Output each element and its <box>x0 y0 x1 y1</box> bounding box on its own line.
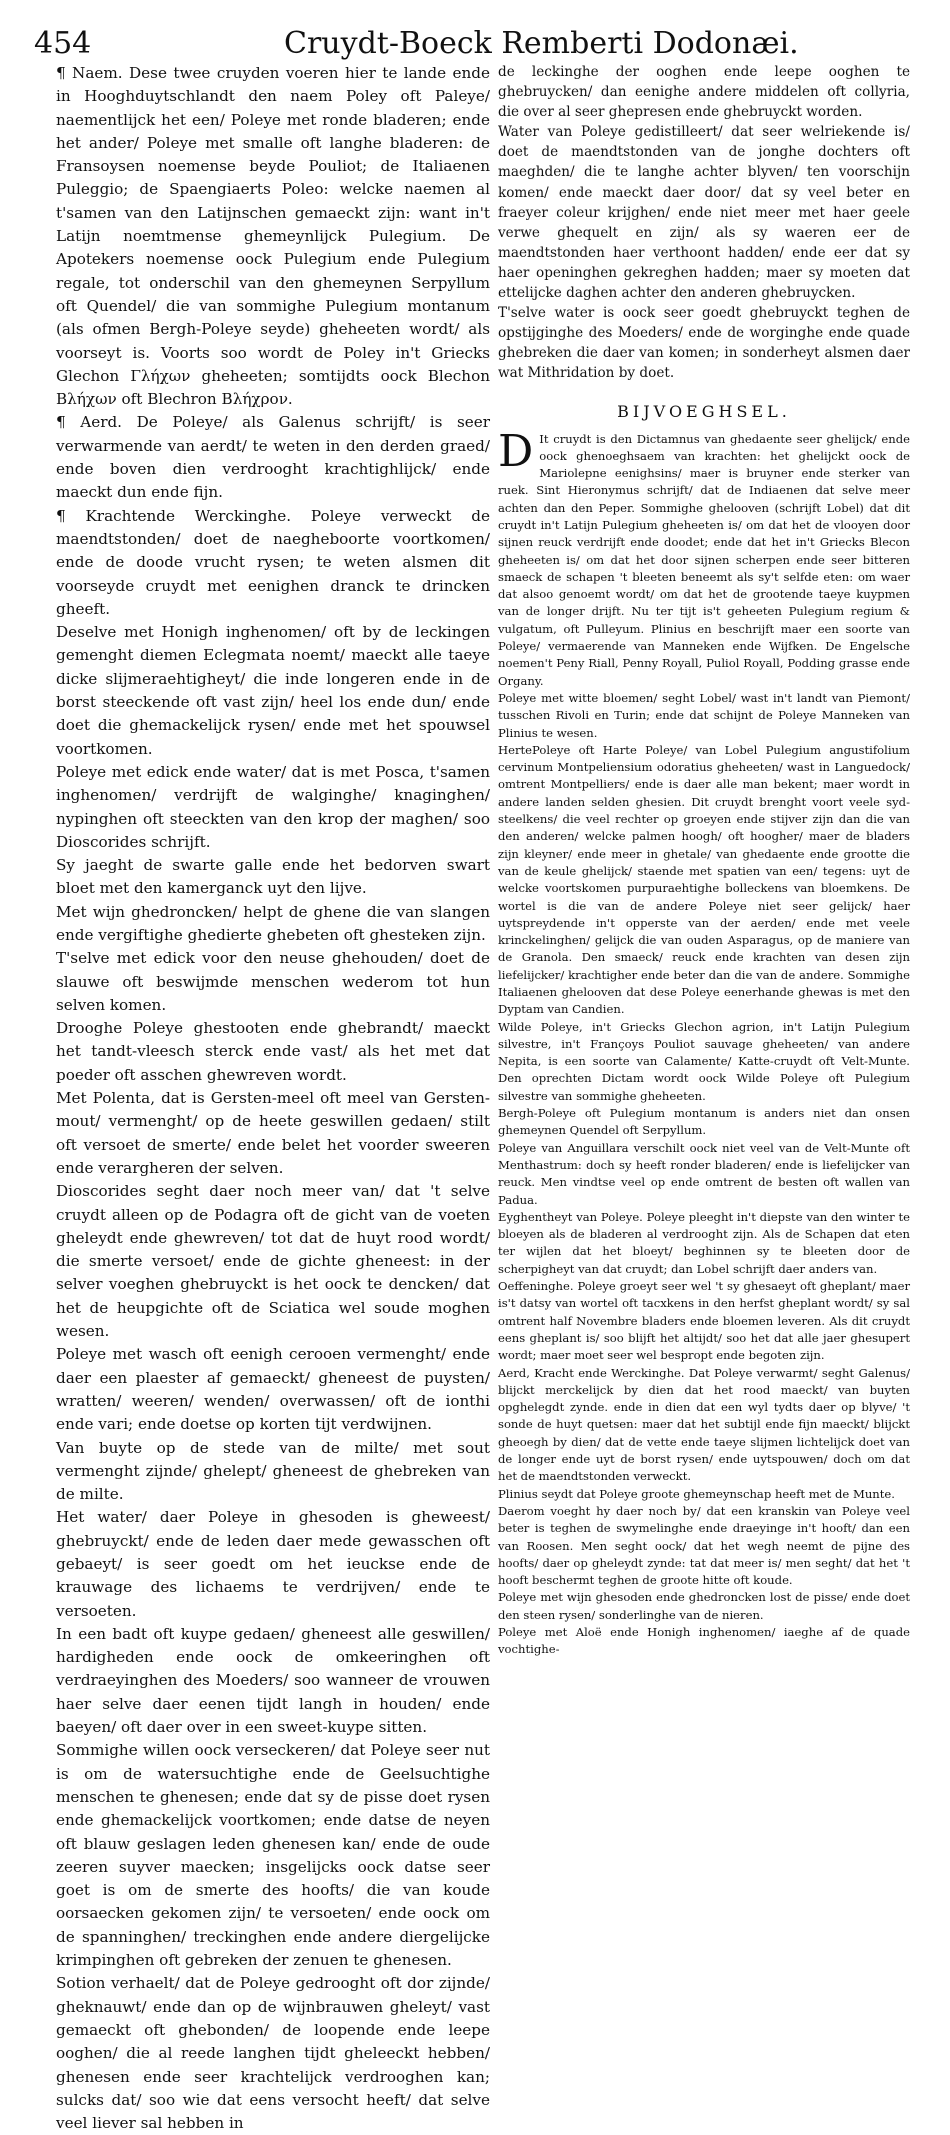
paragraph: Het water/ daer Poleye in ghesoden is gheweest/ ghebruyckt/ ende de leden daer mede gewasschen oft gebaeyt/ is seer goedt om het ieuckse ende de krauwage des lichaems te verdrijven/ ende te versoeten. <box>56 1508 490 1620</box>
running-title: Cruydt-Boeck Remberti Dodonæi. <box>284 26 799 61</box>
addendum-paragraph: Poleye van Anguillara verschilt oock niet veel van de Velt-Munte oft Menthastrum: doch sy heeft ronder bladeren/ ende is liefelijcker van reuck. Men vindtse veel op ende omtrent de besten oft wallen van Padua. <box>498 1140 910 1207</box>
addendum-paragraph: Poleye met Aloë ende Honigh inghenomen/ iaeghe af de quade vochtighe- <box>498 1624 910 1657</box>
section-heading: BIJVOEGHSEL. <box>617 401 791 421</box>
paragraph-aerd: ¶ Aerd. De Poleye/ als Galenus schrijft/ is seer verwarmende van aerdt/ te weten in den derden graed/ ende boven dien verdrooght krachtighlijck/ ende maeckt dun ende fijn. <box>56 413 490 502</box>
paragraph: Dioscorides seght daer noch meer van/ dat 't selve cruydt alleen op de Podagra oft de gicht van de voeten gheleydt ende ghewreven/ tot dat de huyt rood wordt/ die smerte versoet/ ende de gichte gheneest: in der selver voeghen ghebruyckt is het oock te dencken/ dat het de heupgichte oft de Sciatica wel soude moghen wesen. <box>56 1182 490 1341</box>
paragraph: Met Polenta, dat is Gersten-meel oft meel van Gersten-mout/ vermenght/ op de heete geswillen gedaen/ stilt oft versoet de smerte/ ende belet het voorder sweeren ende verargheren der selven. <box>56 1089 490 1177</box>
paragraph: Sy jaeght de swarte galle ende het bedorven swart bloet met den kamerganck uyt den lijve. <box>56 856 490 898</box>
left-column <box>56 62 490 2133</box>
right-column <box>498 62 910 1657</box>
paragraph: Sotion verhaelt/ dat de Poleye gedrooght oft dor zijnde/ gheknauwt/ ende dan op de wijnbrauwen gheleyt/ vast gemaeckt oft ghebonden/ de loopende ende leepe ooghen/ die al reede langhen tijdt gheleeckt hebben/ ghenesen ende seer krachtelijck verdrooghen kan; sulcks dat/ soo wie dat eens versocht heeft/ dat selve veel liever sal hebben in <box>56 1974 490 2133</box>
paragraph: Met wijn ghedroncken/ helpt de ghene die van slangen ende vergiftighe ghedierte ghebeten oft ghesteken zijn. <box>56 902 490 944</box>
addendum-paragraph: Daerom voeght hy daer noch by/ dat een kranskin van Poleye veel beter is teghen de swymelinghe ende draeyinge in't hooft/ dan een van Roosen. Men seght oock/ dat het wegh neemt de pijne des hoofts/ daer op gheleydt zynde: tat dat meer is/ men seght/ dat het 't hooft beschermt teghen de groote hitte oft koude. <box>498 1503 910 1588</box>
paragraph: In een badt oft kuype gedaen/ gheneest alle geswillen/ hardigheden ende oock de omkeeringhen oft verdraeyinghen des Moeders/ soo wanneer de vrouwen haer selve daer eenen tijdt langh in houden/ ende baeyen/ oft daer over in een sweet-kuype sitten. <box>56 1624 490 1737</box>
addendum-paragraph: Oeffeninghe. Poleye groeyt seer wel 't sy ghesaeyt oft gheplant/ maer is't datsy van wortel oft tacxkens in den herfst gheplant wordt/ sy sal omtrent half Novembre bladers ende bloemen leveren. Als dit cruydt eens gheplant is/ soo blijft het altijdt/ soo het dat alle jaer ghesupert wordt; maer moet seer wel bespropt ende begoten zijn. <box>498 1279 910 1363</box>
paragraph: Van buyte op de stede van de milte/ met sout vermenght zijnde/ ghelept/ gheneest de ghebreken van de milte. <box>56 1438 490 1504</box>
paragraph: T'selve met edick voor den neuse ghehouden/ doet de slauwe oft beswijmde menschen wederom tot hun selven komen. <box>56 949 490 1014</box>
addendum-paragraph <box>498 425 910 690</box>
dropcap-letter: D <box>498 425 534 477</box>
paragraph: Deselve met Honigh inghenomen/ oft by de leckingen gemenght diemen Eclegmata noemt/ maeckt alle taeye dicke slijmeraehtigheyt/ die inde longeren ende in de borst steeckende oft vast zijn/ heel los ende dun/ ende doet die ghemackelijck rysen/ ende met het spouwsel voortkomen. <box>56 623 490 758</box>
paragraph: de leckinghe der ooghen ende leepe ooghen te ghebruycken/ dan eenighe andere middelen oft collyria, die over al seer ghepresen ende ghebruyckt worden. <box>498 64 910 121</box>
addendum-paragraph: Wilde Poleye, in't Griecks Glechon agrion, in't Latijn Pulegium silvestre, in't Françoys Pouliot sauvage gheheeten/ van andere Nepita, is een soorte van Calamente/ Katte-cruydt oft Velt-Munte. Den oprechten Dictam wordt oock Wilde Poleye oft Pulegium silvestre van sommighe gheheeten. <box>498 1019 910 1103</box>
addendum-text: It cruydt is den Dictamnus van ghedaente seer ghelijck/ ende oock ghenoeghsaem van krachten: het ghelijckt oock de Mariolepne eenighsins/ maer is bruyner ende sterker van ruek. Sint Hieronymus schrijft/ dat de Indiaenen dat selve meer achten dan den Peper. Sommighe ghelooven (schrijft Lobel) dat dit cruydt in't Latijn Pulegium gheheeten is/ om dat het de vlooyen door sijnen reuck verdrijft ende doodet; ende dat het in't Griecks Blecon gheheeten is/ om dat het door sijnen scherpen ende seer bitteren smaeck de schapen 't bleeten beneemt als sy't selfde eten: om waer dat alsoo genoemt wordt/ om dat het de grootende taeye kuypmen van de longer drijft. Nu ter tijt is't geheeten Pulegium regium & vulgatum, oft Pulleyum. Plinius en beschrijft maer een soorte van Poleye/ vermaerende van Manneken ende Wijfken. De Engelsche noemen't Peny Riall, Penny Royall, Puliol Royall, Podding grasse ende Organy. <box>498 431 910 688</box>
paragraph: Poleye met edick ende water/ dat is met Posca, t'samen inghenomen/ verdrijft de walginghe/ knaginghen/ nypinghen oft steeckten van den krop der maghen/ soo Dioscorides schrijft. <box>56 762 490 851</box>
paragraph-naem: ¶ Naem. Dese twee cruyden voeren hier te lande ende in Hooghduytschlandt den naem Poley oft Paleye/ naementlijck het een/ Poleye met ronde bladeren; ende het ander/ Poleye met smalle oft langhe bladeren: de Fransoysen noemense beyde Pouliot; de Italiaenen Puleggio; de Spaengiaerts Poleo: welcke naemen al t'samen van den Latijnschen gemaeckt zijn: want in't Latijn noemtmense ghemeynlijck Pulegium. De Apotekers noemense oock Pulegium ende Pulegium regale, tot onderschil van den ghemeynen Serpyllum oft Quendel/ die van sommighe Pulegium montanum (als ofmen Bergh-Poleye seyde) gheheeten wordt/ als voorseyt is. Voorts soo wordt de Poley in't Griecks Glechon Γλήχων gheheeten; somtijdts oock Blechon Βλήχων oft Blechron Βλήχρον. <box>56 64 490 409</box>
paragraph: Poleye met wasch oft eenigh cerooen vermenght/ ende daer een plaester af gemaeckt/ gheneest de puysten/ wratten/ weeren/ wenden/ overwassen/ oft de ionthi ende vari; ende doetse op korten tijt verdwijnen. <box>56 1345 490 1434</box>
paragraph: Sommighe willen oock verseckeren/ dat Poleye seer nut is om de watersuchtighe ende de Geelsuchtighe menschen te ghenesen; ende dat sy de pisse doet rysen ende ghemackelijck voortkomen; ende datse de neyen oft blauw geslagen leden ghenesen kan/ ende de oude zeeren suyver maecken; insgelijcks oock datse seer goet is om de smerte des hoofts/ die van koude oorsaecken gekomen zijn/ te versoeten/ ende oock om de spanninghen/ treckinghen ende andere diergelijcke krimpinghen oft gebreken der zenuen te ghenesen. <box>56 1741 490 1970</box>
paragraph-kracht: ¶ Krachtende Werckinghe. Poleye verweckt de maendtstonden/ doet de naegheboorte voortkomen/ ende de doode vrucht rysen; te weten alsmen dit voorseyde cruydt met eenighen dranck te drincken gheeft. <box>56 506 490 618</box>
paragraph: T'selve water is oock seer goedt ghebruyckt teghen de opstijginghe des Moeders/ ende de worginghe ende quade ghebreken die daer van komen; in sonderheyt alsmen daer wat Mithridation by doet. <box>498 305 910 382</box>
page-number: 454 <box>34 26 92 61</box>
paragraph: Water van Poleye gedistilleert/ dat seer welriekende is/ doet de maendtstonden van de jonghe dochters oft maeghden/ die te langhe achter blyven/ ten voorschijn komen/ ende maeckt daer door/ dat sy veel beter en fraeyer coleur krijghen/ ende niet meer met haer geele verwe ghequelt en zijn/ als sy waeren eer de maendtstonden haer verthoont hadden/ ende eer dat sy haer openinghen gekreghen hadden; maer sy moeten dat ettelijcke daghen achter den anderen ghebruycken. <box>498 124 910 302</box>
addendum-paragraph: Poleye met witte bloemen/ seght Lobel/ wast in't landt van Piemont/ tusschen Rivoli en Turin; ende dat schijnt de Poleye Manneken van Plinius te wesen. <box>498 690 910 740</box>
addendum-paragraph: Plinius seydt dat Poleye groote ghemeynschap heeft met de Munte. <box>498 1486 895 1501</box>
addendum-paragraph: Bergh-Poleye oft Pulegium montanum is anders niet dan onsen ghemeynen Quendel oft Serpyllum. <box>498 1106 910 1138</box>
addendum-paragraph: Aerd, Kracht ende Werckinghe. Dat Poleye verwarmt/ seght Galenus/ blijckt merckelijck by dien dat het rood maeckt/ van buyten opghelegdt zynde. ende in dien dat een wyl tydts daer op blyve/ 't sonde de huyt quetsen: maer dat het subtijl ende fijn maeckt/ blijckt gheoegh by dien/ dat de vette ende taeye slijmen lichtelijck doet van de longer ende uyt de borst rysen/ ende uytspouwen/ doch om dat het de maendtstonden verweckt. <box>498 1365 910 1484</box>
addendum-paragraph: Eyghentheyt van Poleye. Poleye pleeght in't diepste van den winter te bloeyen als de bladeren al verdrooght zijn. Als de Schapen dat eten ter wijlen dat het bloeyt/ beghinnen sy te bleeten door de scherpigheyt van dat cruydt; dan Lobel schrijft daer anders van. <box>498 1209 910 1276</box>
addendum-paragraph: HertePoleye oft Harte Poleye/ van Lobel Pulegium angustifolium cervinum Montpeliensium odoratius gheheeten/ wast in Languedock/ omtrent Montpelliers/ ende is daer alle man bekent; maer wordt in andere landen selden ghesien. Dit cruydt brenght voort veele syd-steelkens/ die veel rechter op groeyen ende stijver zijn dan die van den anderen/ welcke palmen hoogh/ oft hoogher/ maer de bladers zijn kleyner/ ende meer in ghetale/ van ghedaente ende grootte die van de keule ghelijck/ staende met spatien van een/ tegens: uyt de welcke voortskomen purpuraehtighe bolleckens van bloemkens. De wortel is die van de andere Poleye niet seer gelijck/ haer uytspreydende in't opperste van der aerden/ ende met veele krinckelinghen/ gelijck die van ouden Asparagus, op de maniere van de Granola. Den smaeck/ reuck ende krachten van desen zijn liefelijcker/ krachtigher ende beter dan die van de andere. Sommighe Italiaenen ghelooven dat dese Poleye eenerhande ghewas is met den Dyptam van Candien. <box>498 742 910 1017</box>
addendum-paragraph: Poleye met wijn ghesoden ende ghedroncken lost de pisse/ ende doet den steen rysen/ sonderlinghe van de nieren. <box>498 1590 910 1622</box>
paragraph: Drooghe Poleye ghestooten ende ghebrandt/ maeckt het tandt-vleesch sterck ende vast/ als het met dat poeder oft asschen ghewreven wordt. <box>56 1019 490 1084</box>
